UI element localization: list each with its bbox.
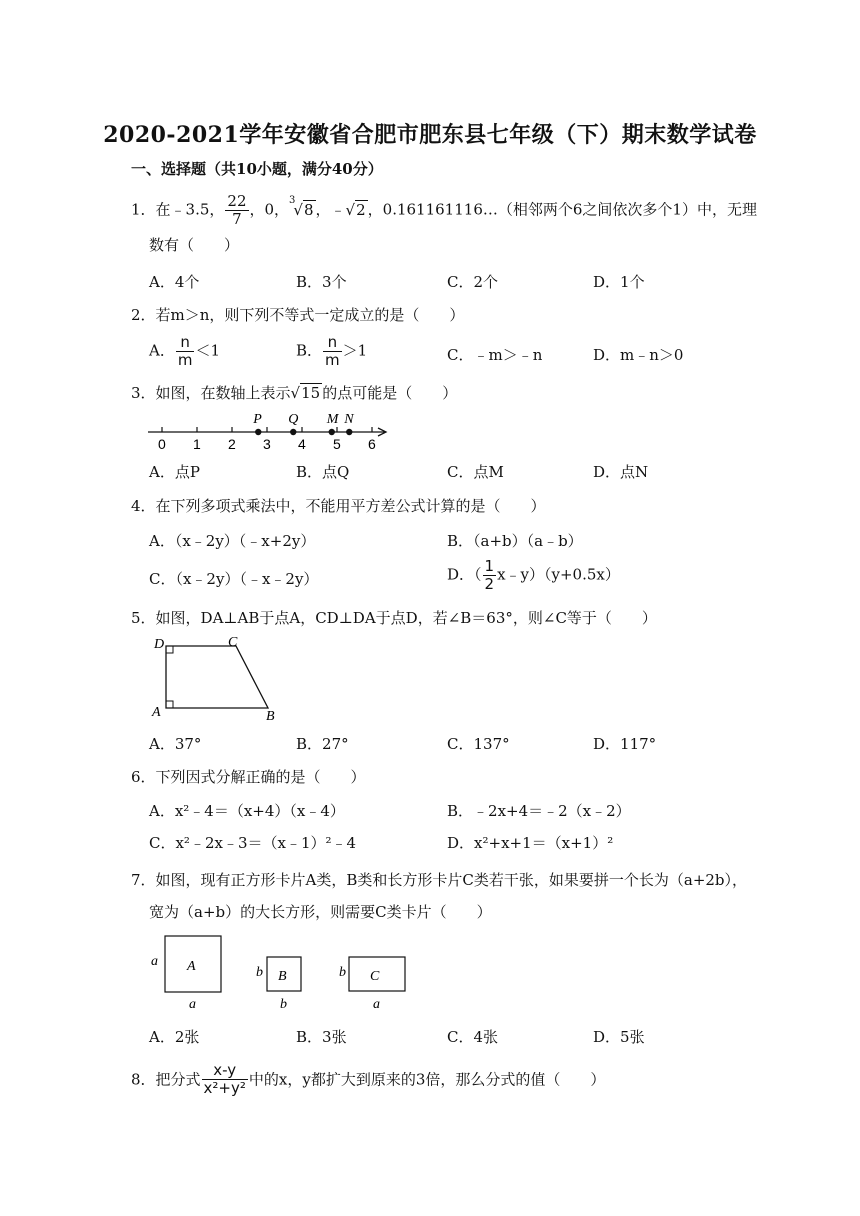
card-a-bottom-label: a xyxy=(189,997,196,1012)
fraction-22-7: $\frac{22}{7}$ xyxy=(227,192,247,228)
q4-option-b[interactable]: B．（a+b）（a﹣b） xyxy=(447,532,583,550)
card-c-label: C xyxy=(370,969,380,984)
section-heading: 一、选择题（共10小题，满分40分） xyxy=(131,160,383,178)
q4-option-a[interactable]: A．（x﹣2y）（﹣x+2y） xyxy=(149,532,316,550)
question-8-stem: 8．把分式 $\frac{x-y}{\text{x²+y²}}$ 中的x，y都扩大到原来的3倍，那么分式的值（ ） xyxy=(131,1061,606,1097)
q5-option-a[interactable]: A．37° xyxy=(149,735,202,753)
card-b-side-label: b xyxy=(256,965,263,980)
q1-option-b[interactable]: B．3个 xyxy=(296,273,347,291)
q6-option-c[interactable]: C．x²﹣2x﹣3＝（x﹣1）²﹣4 xyxy=(149,834,357,852)
question-2-stem: 2．若m＞n，则下列不等式一定成立的是（ ） xyxy=(131,306,465,324)
q6-option-b[interactable]: B．﹣2x+4＝﹣2（x﹣2） xyxy=(447,802,631,820)
tick-label: 4 xyxy=(298,436,306,452)
tick-label: 0 xyxy=(158,436,166,452)
vertex-d-label: D xyxy=(154,637,165,652)
tick-label: 1 xyxy=(193,436,201,452)
point-m xyxy=(329,429,335,435)
cube-root-8: $^3$√8 xyxy=(289,194,314,219)
q3-option-c[interactable]: C．点M xyxy=(447,463,504,481)
point-label-n: N xyxy=(344,412,354,427)
q4-option-d[interactable]: D．（ $\frac{1}{2}$ x﹣y）（y+0.5x） xyxy=(447,557,620,593)
right-angle-a-icon xyxy=(166,701,173,708)
vertex-b-label: B xyxy=(266,709,275,724)
q2-option-d[interactable]: D．m﹣n＞0 xyxy=(593,346,684,364)
q7-option-b[interactable]: B．3张 xyxy=(296,1028,347,1046)
q2-option-b[interactable]: B． $\frac{n}{m}$ ＞1 xyxy=(296,333,368,369)
number-line-figure xyxy=(140,405,400,455)
q1-option-d[interactable]: D．1个 xyxy=(593,273,645,291)
right-angle-d-icon xyxy=(166,646,173,653)
q6-option-a[interactable]: A．x²﹣4＝（x+4）（x﹣4） xyxy=(149,802,345,820)
q3-option-d[interactable]: D．点N xyxy=(593,463,649,481)
question-7-stem: 7．如图，现有正方形卡片A类，B类和长方形卡片C类若干张，如果要拼一个长为（a+2b）， xyxy=(131,871,748,889)
question-6-stem: 6．下列因式分解正确的是（ ） xyxy=(131,768,366,786)
card-c-bottom-label: a xyxy=(373,997,380,1012)
cards-figure xyxy=(145,930,420,1012)
tick-label: 6 xyxy=(368,436,376,452)
sqrt-2: √2 xyxy=(345,200,366,219)
q1-option-a[interactable]: A．4个 xyxy=(149,273,200,291)
question-4-stem: 4．在下列多项式乘法中，不能用平方差公式计算的是（ ） xyxy=(131,497,546,515)
point-label-q: Q xyxy=(288,412,299,427)
q3-option-a[interactable]: A．点P xyxy=(149,463,200,481)
tick-label: 5 xyxy=(333,436,341,452)
vertex-c-label: C xyxy=(228,635,238,650)
q5-option-c[interactable]: C．137° xyxy=(447,735,510,753)
sqrt-15: √15 xyxy=(290,384,321,402)
q3-option-b[interactable]: B．点Q xyxy=(296,463,350,481)
card-a-label: A xyxy=(187,959,196,974)
question-1-stem: 1．在﹣3.5， $\frac{22}{7}$ ，0，$^3$√8 ，﹣√2 ，0.161161116…（相邻两个6之间依次多个1）中，无理 xyxy=(131,192,757,228)
card-b-bottom-label: b xyxy=(280,997,287,1012)
q2-option-c[interactable]: C．﹣m＞﹣n xyxy=(447,346,543,364)
q7-option-c[interactable]: C．4张 xyxy=(447,1028,499,1046)
tick-label: 3 xyxy=(263,436,271,452)
card-b-label: B xyxy=(278,969,287,984)
point-n xyxy=(346,429,352,435)
q7-option-d[interactable]: D．5张 xyxy=(593,1028,645,1046)
fraction-expression: $\frac{x-y}{\text{x²+y²}}$ xyxy=(203,1061,246,1097)
q5-option-d[interactable]: D．117° xyxy=(593,735,657,753)
trapezoid-figure xyxy=(148,632,283,724)
point-label-p: P xyxy=(253,412,262,427)
question-7-stem-line2: 宽为（a+b）的大长方形，则需要C类卡片（ ） xyxy=(149,903,492,921)
point-p xyxy=(255,429,261,435)
vertex-a-label: A xyxy=(152,705,161,720)
page-title: 2020-2021学年安徽省合肥市肥东县七年级（下）期末数学试卷 xyxy=(103,122,757,148)
card-c-side-label: b xyxy=(339,965,346,980)
q6-option-d[interactable]: D．x²+x+1＝（x+1）² xyxy=(447,834,614,852)
question-3-stem: 3．如图，在数轴上表示√15 的点可能是（ ） xyxy=(131,384,458,402)
question-1-stem-line2: 数有（ ） xyxy=(149,236,240,254)
trapezoid-abcd xyxy=(166,646,268,708)
tick-label: 2 xyxy=(228,436,236,452)
q7-option-a[interactable]: A．2张 xyxy=(149,1028,200,1046)
q5-option-b[interactable]: B．27° xyxy=(296,735,349,753)
point-q xyxy=(290,429,296,435)
q2-option-a[interactable]: A． $\frac{n}{m}$ ＜1 xyxy=(149,333,221,369)
q1-option-c[interactable]: C．2个 xyxy=(447,273,499,291)
q4-option-c[interactable]: C．（x﹣2y）（﹣x﹣2y） xyxy=(149,570,319,588)
point-label-m: M xyxy=(326,412,339,427)
question-5-stem: 5．如图，DA⊥AB于点A，CD⊥DA于点D，若∠B＝63°，则∠C等于（ ） xyxy=(131,609,657,627)
card-a-side-label: a xyxy=(151,954,158,969)
